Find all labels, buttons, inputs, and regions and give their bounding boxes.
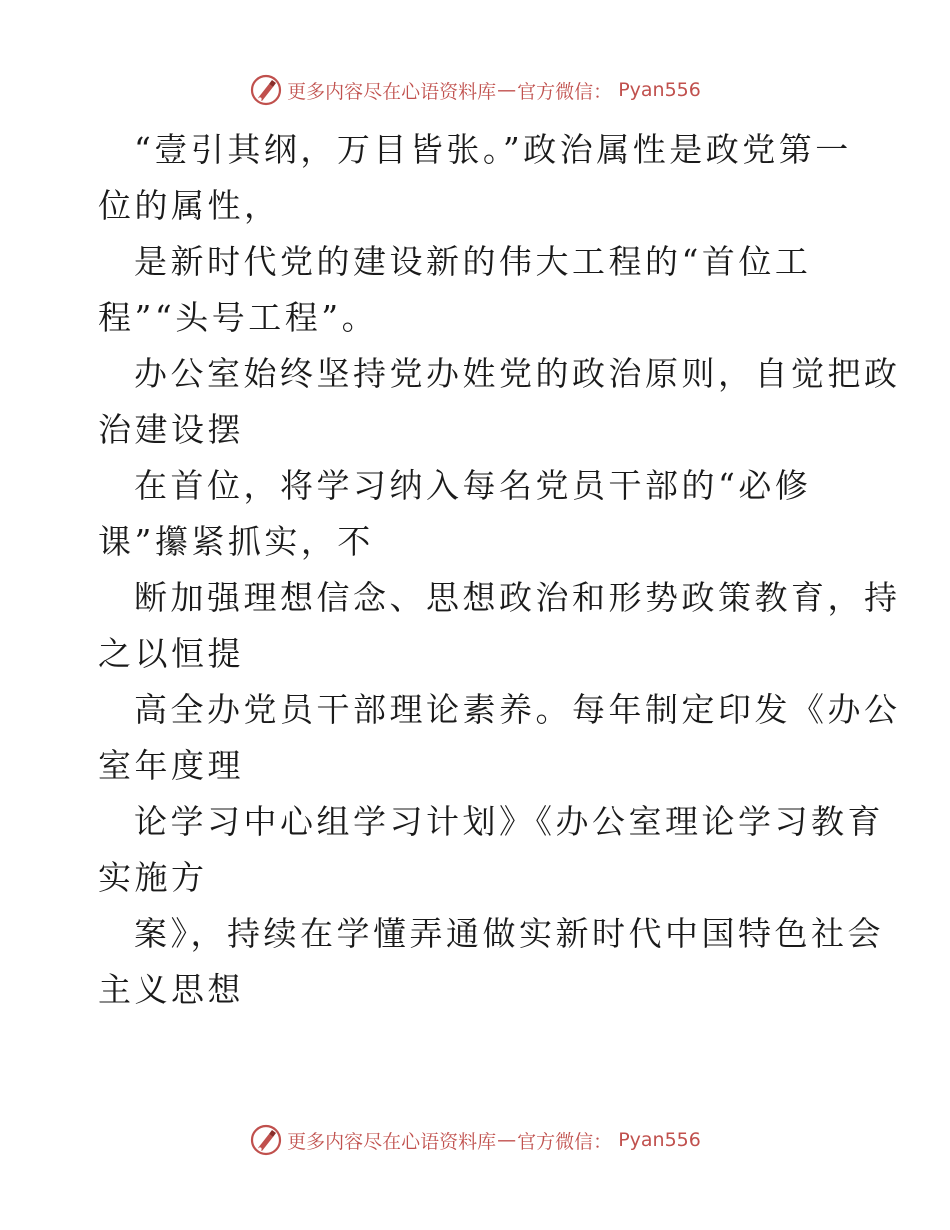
body-line-2: 位的属性， (98, 186, 281, 225)
site-name-text: 更多内容尽在心语资料库 (287, 80, 497, 103)
body-line-9: 断加强理想信念、思想政治和形势政策教育，持 (134, 578, 901, 617)
body-line-4: 程”“头号工程”。 (98, 298, 379, 337)
body-line-12: 室年度理 (98, 746, 244, 785)
wechat-id: Pyan556 (618, 79, 701, 101)
site-name-text: 更多内容尽在心语资料库 (287, 1130, 497, 1153)
body-line-15: 案》，持续在学懂弄通做实新时代中国特色社会 (134, 914, 884, 953)
body-line-14: 实施方 (98, 858, 208, 897)
header-watermark-banner (0, 70, 950, 110)
body-line-10: 之以恒提 (98, 634, 244, 673)
wechat-label: 官方微信： (517, 80, 613, 103)
separator-dash: — (497, 79, 517, 101)
pen-logo-icon (249, 1123, 283, 1157)
footer-watermark-banner (0, 1120, 950, 1160)
body-line-8: 课”攥紧抓实，不 (98, 522, 374, 561)
wechat-id: Pyan556 (618, 1129, 701, 1151)
wechat-label: 官方微信： (517, 1130, 613, 1153)
body-line-11: 高全办党员干部理论素养。每年制定印发《办公 (134, 690, 901, 729)
body-line-1: “壹引其纲，万目皆张。”政治属性是政党第一 (134, 130, 852, 169)
document-body (98, 122, 901, 1018)
pen-logo-icon (249, 73, 283, 107)
body-line-5: 办公室始终坚持党办姓党的政治原则，自觉把政 (134, 354, 901, 393)
body-line-3: 是新时代党的建设新的伟大工程的“首位工 (134, 242, 812, 281)
body-line-13: 论学习中心组学习计划》《办公室理论学习教育 (134, 802, 884, 841)
body-line-6: 治建设摆 (98, 410, 244, 449)
body-line-7: 在首位，将学习纳入每名党员干部的“必修 (134, 466, 812, 505)
body-line-16: 主义思想 (98, 970, 244, 1009)
separator-dash: — (497, 1129, 517, 1151)
